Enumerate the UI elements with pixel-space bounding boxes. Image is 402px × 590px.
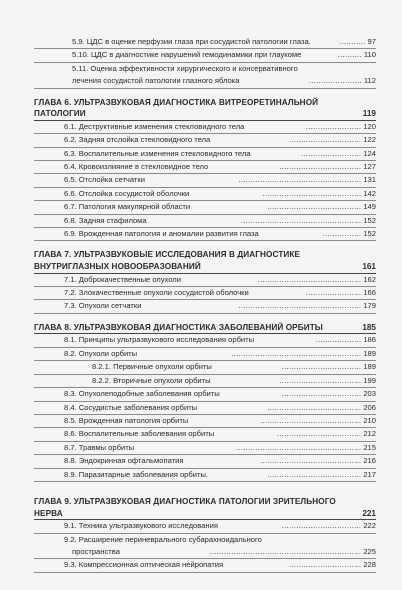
toc-entry-row [34, 188, 376, 201]
entry-title: 8.2. Опухоли орбиты [64, 348, 138, 358]
toc-chapter-row [34, 249, 376, 261]
entry-title: 5.9. ЦДС в оценке перфузии глаза при сосудистой патологии глаза. [72, 37, 311, 46]
toc-chapter-row [34, 261, 376, 274]
leader-dots: ............................................................... [209, 546, 362, 556]
chapter-title: ГЛАВА 9. УЛЬТРАЗВУКОВАЯ ДИАГНОСТИКА ПАТОЛОГИИ ЗРИТЕЛЬНОГО [34, 496, 336, 506]
page-number: 189 [363, 348, 376, 358]
entry-title: 6.2. Задняя отслойка стекловидного тела [64, 135, 211, 145]
page-number: 216 [363, 456, 376, 466]
entry-title: 7.2. Злокачественные опухоли сосудистой оболочки [64, 288, 249, 298]
leader-dots: ................... [315, 335, 362, 345]
page-number: 212 [363, 429, 376, 439]
toc-entry-row [34, 559, 376, 572]
toc-entry-row [34, 121, 376, 134]
toc-entry-row [34, 148, 376, 161]
leader-dots: ....................................... [267, 402, 362, 412]
toc-chapter-row [34, 97, 376, 109]
leader-dots: .............................. [289, 135, 362, 145]
leader-dots: ........... [339, 37, 366, 46]
toc-chapter-row [34, 322, 376, 335]
page-number: 112 [363, 76, 376, 86]
toc-entry-row [34, 228, 376, 241]
entry-title: 8.8. Эндокринная офтальмопатия [64, 456, 184, 466]
page-number: 142 [363, 188, 376, 198]
toc-entry-row [34, 134, 376, 147]
page-number: 119 [362, 109, 376, 119]
page-number: 199 [363, 375, 376, 385]
page-number: 225 [363, 546, 376, 556]
toc-chapter-row [34, 496, 376, 508]
toc-chapter-row [34, 508, 376, 521]
toc-entry-row [34, 361, 376, 374]
page-number: 222 [363, 521, 376, 531]
page-number: 161 [362, 262, 376, 272]
table-of-contents [34, 36, 376, 573]
leader-dots: ................................................... [238, 301, 362, 311]
leader-dots: ................................. [281, 389, 362, 399]
toc-entry-row [34, 348, 376, 361]
page-number: 97 [367, 37, 376, 46]
page-number: 120 [363, 121, 376, 131]
toc-entry-row [34, 174, 376, 187]
entry-title: 8.9. Паразитарные заболевания орбиты. [64, 469, 209, 479]
entry-title: 8.4. Сосудистые заболевания орбиты [64, 402, 198, 412]
page-number: 215 [363, 442, 376, 452]
chapter-title: ГЛАВА 6. УЛЬТРАЗВУКОВАЯ ДИАГНОСТИКА ВИТРЕОРЕТИНАЛЬНОЙ [34, 97, 319, 107]
page-number: 131 [363, 175, 376, 185]
leader-dots: ....................................... [267, 469, 362, 479]
leader-dots: .......................................... [260, 456, 362, 466]
toc-chapter-row [34, 108, 376, 121]
toc-entry-row [34, 201, 376, 214]
entry-title: 7.1. Доброкачественные опухоли [64, 274, 181, 284]
toc-entry-row [34, 375, 376, 388]
toc-entry-row [34, 534, 376, 546]
entry-title: 6.6. Отслойка сосудистой оболочки [64, 188, 190, 198]
leader-dots: ....................... [305, 121, 362, 131]
page-number: 217 [363, 469, 376, 479]
leader-dots: .................................................... [236, 442, 362, 452]
page-number: 124 [363, 148, 376, 158]
page-number: 228 [363, 560, 376, 570]
page-number: 110 [363, 50, 376, 60]
leader-dots: ................................................... [238, 175, 362, 185]
chapter-title: ВНУТРИГЛАЗНЫХ НОВООБРАЗОВАНИЙ [34, 262, 201, 272]
entry-title: пространства [72, 546, 120, 556]
toc-entry-row [34, 469, 376, 482]
leader-dots: ...................... [308, 76, 362, 86]
toc-entry-row [34, 274, 376, 287]
leader-dots: ................ [322, 229, 362, 239]
entry-title: 8.2.2. Вторичные опухоли орбиты [92, 375, 211, 385]
entry-title: 5.11. Оценка эффективности хирургического и консервативного [72, 63, 298, 73]
toc-entry-row [34, 287, 376, 300]
entry-title: 8.7. Травмы орбиты [64, 442, 135, 452]
entry-title: 8.3. Опухолеподобные заболевания орбиты [64, 389, 220, 399]
toc-entry-row [34, 415, 376, 428]
page-number: 210 [363, 415, 376, 425]
entry-title: 6.4. Кровоизлияние в стекловидное тело [64, 162, 209, 172]
page-number: 185 [362, 322, 376, 332]
page-number: 122 [363, 135, 376, 145]
toc-entry-row [34, 215, 376, 228]
chapter-title: ГЛАВА 7. УЛЬТРАЗВУКОВЫЕ ИССЛЕДОВАНИЯ В ДИАГНОСТИКЕ [34, 250, 301, 260]
leader-dots: ......................................... [262, 188, 362, 198]
leader-dots: .................................................. [240, 215, 362, 225]
toc-entry-row [34, 428, 376, 441]
entry-title: 6.5. Отслойка сетчатки [64, 175, 145, 185]
toc-entry-row [34, 388, 376, 401]
page-number: 152 [363, 215, 376, 225]
chapter-title: ГЛАВА 8. УЛЬТРАЗВУКОВАЯ ДИАГНОСТИКА ЗАБОЛЕВАНИЙ ОРБИТЫ [34, 322, 323, 332]
entry-title: 8.1. Принципы ультразвукового исследования орбиты [64, 335, 255, 345]
page-number: 162 [363, 274, 376, 284]
page-number: 179 [363, 301, 376, 311]
entry-title: 9.2. Расширение периневрального субарахноидального [64, 534, 262, 544]
leader-dots: ....................... [305, 288, 362, 298]
chapter-title: НЕРВА [34, 508, 63, 518]
leader-dots: .......................................... [260, 415, 362, 425]
page-number: 127 [363, 162, 376, 172]
page-number: 221 [362, 508, 376, 518]
entry-title: 6.9. Врожденная патология и аномалии развития глаза [64, 229, 259, 239]
entry-title: 8.2.1. Первичные опухоли орбиты [92, 362, 212, 372]
leader-dots: ....................................... [267, 202, 362, 212]
leader-dots: .................................. [279, 162, 362, 172]
leader-dots: .............................. [289, 560, 362, 570]
entry-title: 8.5. Врожденная патология орбиты [64, 415, 189, 425]
leader-dots: ...................................................... [231, 348, 362, 358]
leader-dots: ................................. [281, 521, 362, 531]
entry-title: 7.3. Опухоли сетчатки [64, 301, 142, 311]
toc-entry-row [34, 334, 376, 347]
page-number: 152 [363, 229, 376, 239]
leader-dots: ................................. [281, 362, 362, 372]
leader-dots: .......... [337, 50, 362, 60]
leader-dots: .................................. [279, 375, 362, 385]
toc-entry-row [34, 75, 376, 88]
page-number: 206 [363, 402, 376, 412]
toc-entry-row [34, 442, 376, 455]
leader-dots: ......................... [301, 148, 362, 158]
toc-entry-row [34, 402, 376, 415]
page-number: 149 [363, 202, 376, 212]
entry-title: 6.3. Воспалительные изменения стекловидного тела [64, 148, 251, 158]
entry-title: 6.8. Задняя стафилома [64, 215, 147, 225]
chapter-title: ПАТОЛОГИИ [34, 109, 86, 119]
leader-dots: ................................... [276, 429, 362, 439]
entry-title: 9.3. Компрессионная оптическая нейропатия [64, 560, 224, 570]
toc-entry-row [34, 49, 376, 62]
page-number: 203 [363, 389, 376, 399]
page-number: 189 [363, 362, 376, 372]
entry-title: 5.10. ЦДС в диагностике нарушений гемодинамики при глаукоме [72, 50, 302, 60]
entry-title: 9.1. Техника ультразвукового исследования [64, 521, 218, 531]
entry-title: 6.7. Патология макулярной области [64, 202, 191, 212]
toc-entry-row [34, 161, 376, 174]
entry-title: 8.6. Воспалительные заболевания орбиты [64, 429, 215, 439]
toc-entry-row [34, 63, 376, 75]
toc-entry-row [34, 300, 376, 313]
toc-entry-row [34, 546, 376, 559]
entry-title: лечения сосудистой патологии глазного яблока [72, 76, 240, 86]
page-number: 186 [363, 335, 376, 345]
toc-entry-row [34, 36, 376, 49]
leader-dots: ........................................... [257, 274, 362, 284]
entry-title: 6.1. Деструктивные изменения стекловидного тела [64, 121, 245, 131]
page-number: 166 [363, 288, 376, 298]
toc-entry-row [34, 455, 376, 468]
toc-entry-row [34, 520, 376, 533]
